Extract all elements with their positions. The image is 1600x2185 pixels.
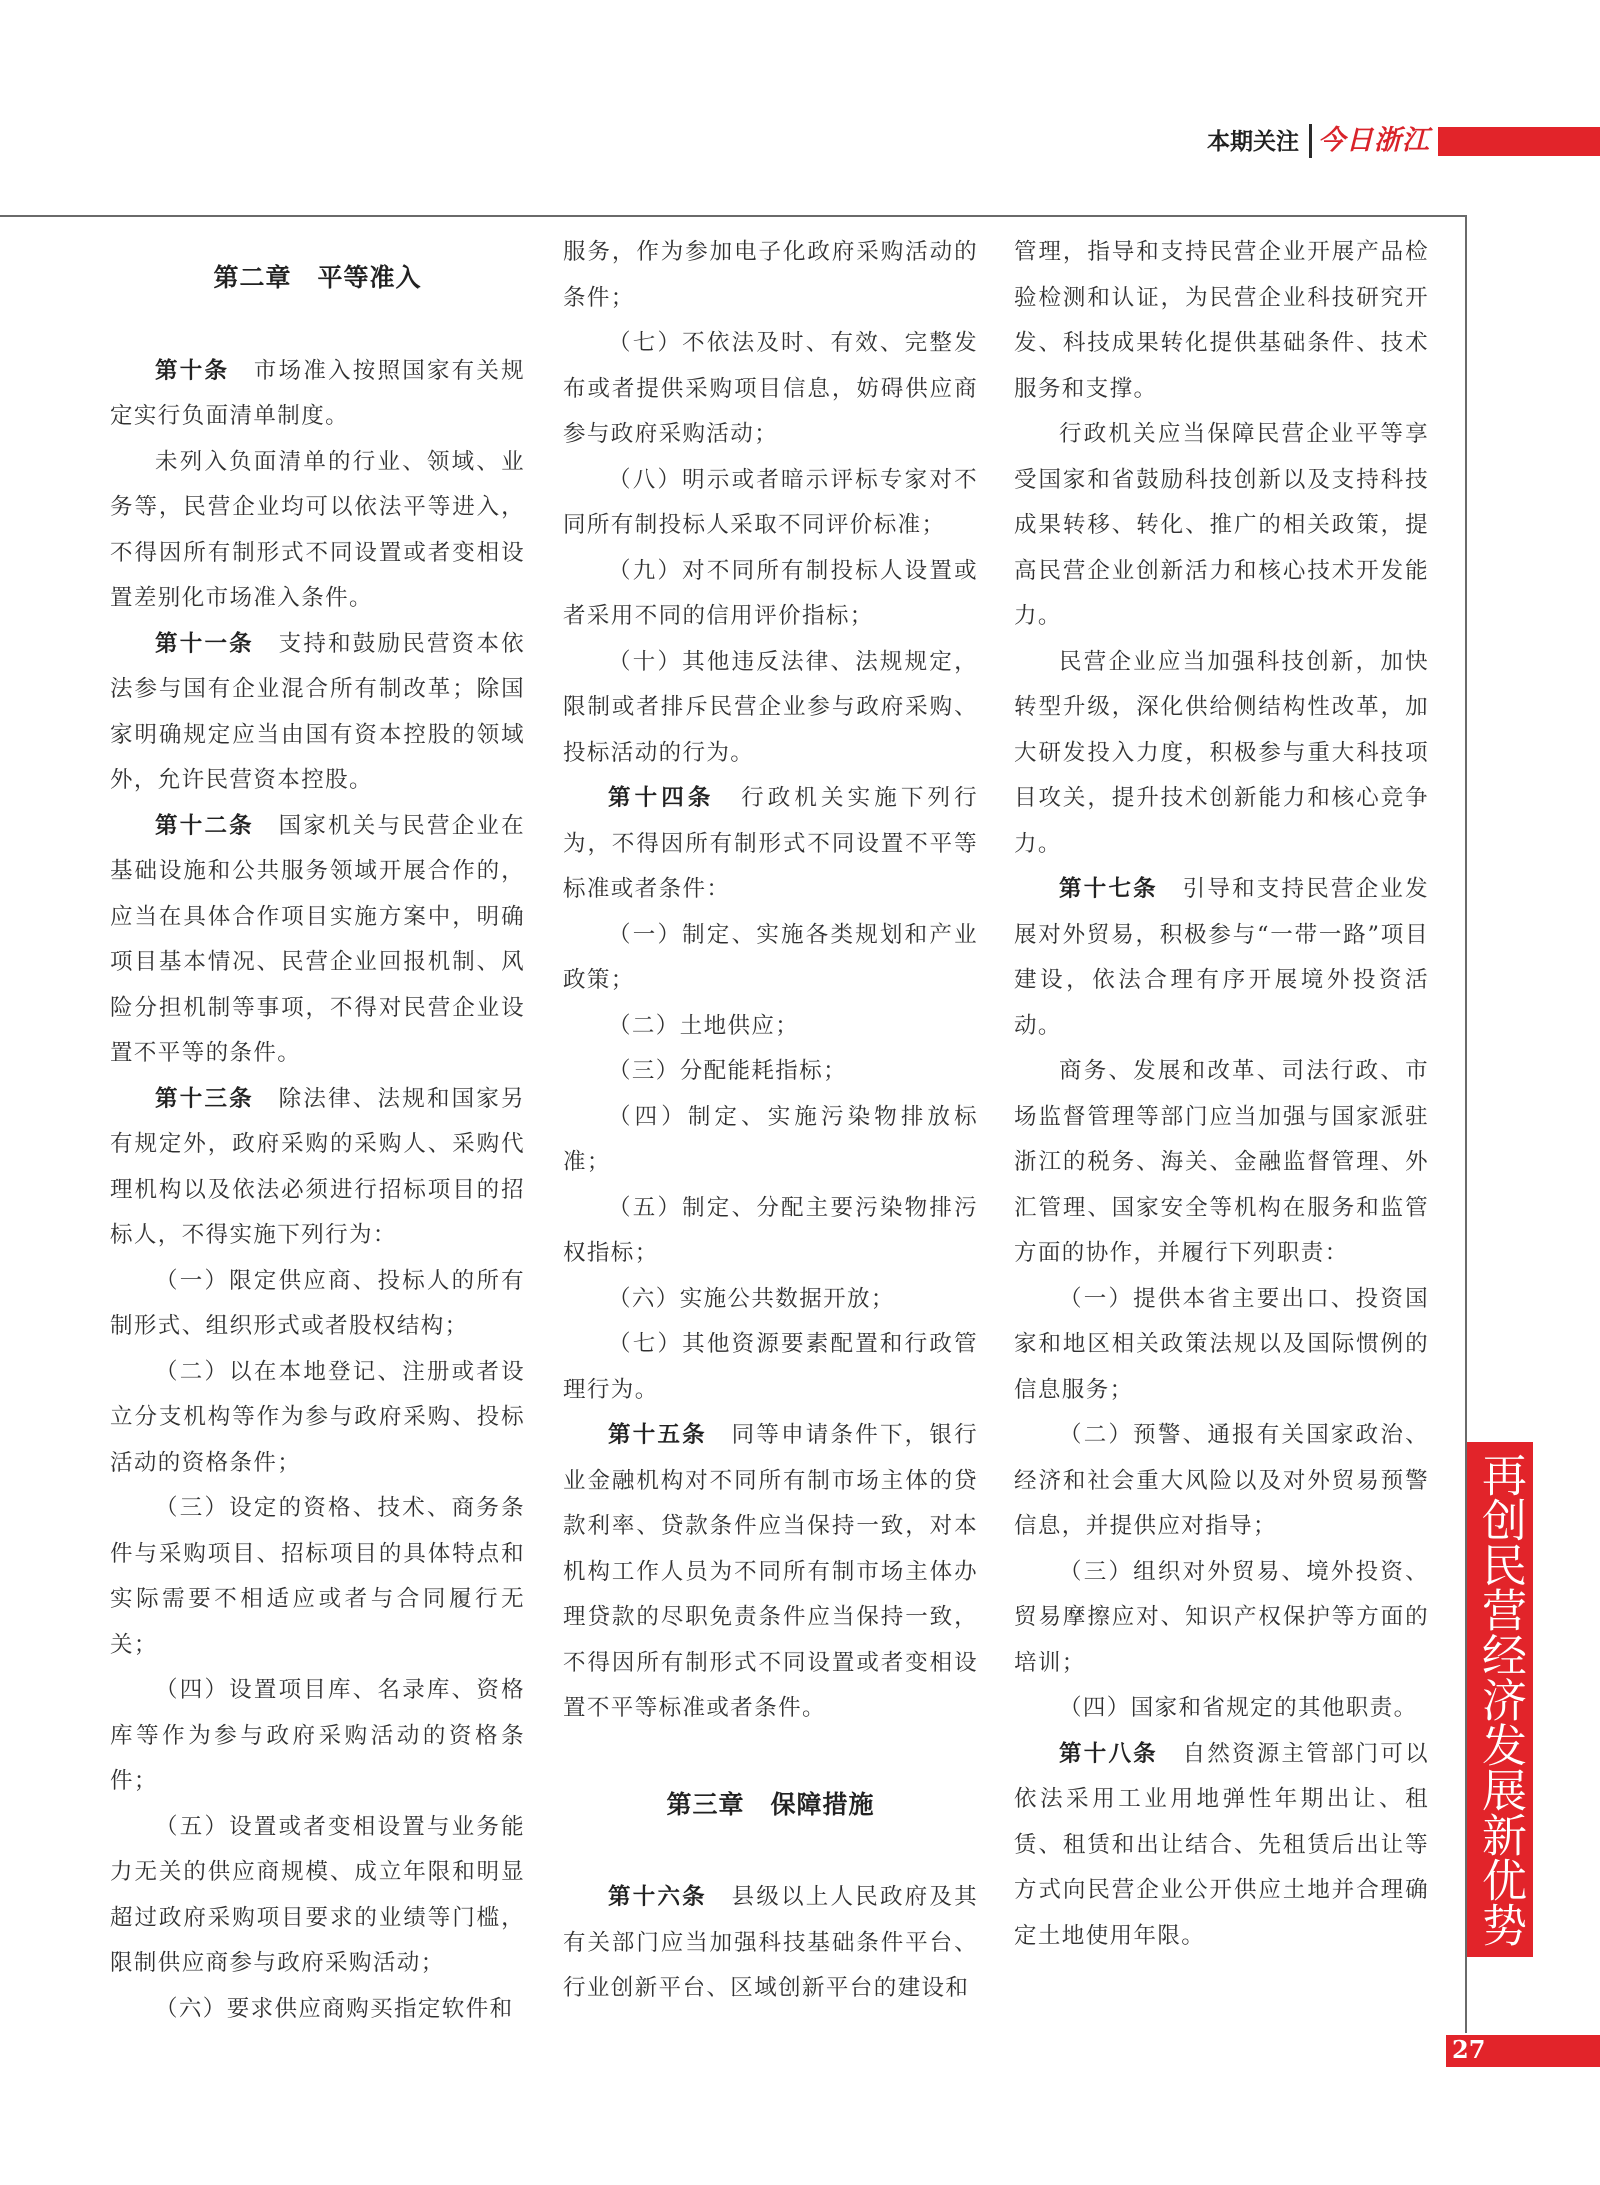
list-item: （五）设置或者变相设置与业务能力无关的供应商规模、成立年限和明显超过政府采购项目要求的业绩等门槛，限制供应商参与政府采购活动； bbox=[110, 1813, 525, 1976]
list-item: （九）对不同所有制投标人设置或者采用不同的信用评价指标； bbox=[563, 557, 978, 629]
continued-paragraph: 服务，作为参加电子化政府采购活动的条件； bbox=[563, 239, 978, 311]
list-item: （七）不依法及时、有效、完整发布或者提供采购项目信息，妨碍供应商参与政府采购活动； bbox=[563, 330, 978, 447]
article-17-heading: 第十七条 bbox=[1059, 876, 1158, 902]
section-label: 本期关注 bbox=[1207, 129, 1299, 155]
article-10-heading: 第十条 bbox=[155, 357, 230, 384]
list-item: （二）预警、通报有关国家政治、经济和社会重大风险以及对外贸易预警信息，并提供应对指导； bbox=[1014, 1422, 1429, 1539]
article-16: 第十六条 县级以上人民政府及其有关部门应当加强科技基础条件平台、行业创新平台、区域创新平台的建设和 bbox=[563, 1884, 978, 2001]
article-14-heading: 第十四条 bbox=[608, 785, 715, 811]
paragraph: 商务、发展和改革、司法行政、市场监督管理等部门应当加强与国家派驻浙江的税务、海关、金融监督管理、外汇管理、国家安全等机构在服务和监管方面的协作，并履行下列职责： bbox=[1014, 1058, 1429, 1266]
article-13-heading: 第十三条 bbox=[155, 1085, 254, 1112]
paragraph: 未列入负面清单的行业、领域、业务等，民营企业均可以依法平等进入，不得因所有制形式不同设置或者变相设置差别化市场准入条件。 bbox=[110, 448, 525, 611]
list-item: （一）限定供应商、投标人的所有制形式、组织形式或者股权结构； bbox=[110, 1267, 525, 1339]
header-accent-bar bbox=[1438, 127, 1600, 156]
text-column-1 bbox=[110, 230, 525, 2032]
text-column-2 bbox=[563, 230, 978, 2012]
article-18-heading: 第十八条 bbox=[1059, 1740, 1158, 1767]
frame-top-rule bbox=[0, 215, 1467, 217]
side-topic-tab: 再创民营经济发展新优势 bbox=[1467, 1442, 1533, 1957]
magazine-logo: 今日浙江 bbox=[1318, 125, 1430, 156]
list-item: （二）土地供应； bbox=[608, 1012, 800, 1039]
chapter-2-title: 第二章 平等准入 bbox=[213, 263, 422, 292]
list-item: （六）实施公共数据开放； bbox=[608, 1285, 895, 1312]
list-item: （三）设定的资格、技术、商务条件与采购项目、招标项目的具体特点和实际需要不相适应或者与合同履行无关； bbox=[110, 1495, 525, 1658]
chapter-3-title: 第三章 保障措施 bbox=[666, 1789, 875, 1819]
paragraph: 民营企业应当加强科技创新，加快转型升级，深化供给侧结构性改革，加大研发投入力度，积极参与重大科技项目攻关，提升技术创新能力和核心竞争力。 bbox=[1014, 648, 1429, 857]
list-item: （三）组织对外贸易、境外投资、贸易摩擦应对、知识产权保护等方面的培训； bbox=[1014, 1558, 1429, 1676]
article-10: 第十条 市场准入按照国家有关规定实行负面清单制度。 bbox=[110, 357, 526, 429]
article-15: 第十五条 同等申请条件下，银行业金融机构对不同所有制市场主体的贷款利率、贷款条件应当保持一致，对本机构工作人员为不同所有制市场主体办理贷款的尽职免责条件应当保持一致，不得因所有制形式不同设置或者变相设置不平等标准或者条件。 bbox=[563, 1422, 978, 1721]
article-12-heading: 第十二条 bbox=[155, 812, 254, 839]
header-divider bbox=[1309, 124, 1312, 158]
text-column-3 bbox=[1014, 230, 1429, 1959]
list-item: （十）其他违反法律、法规规定，限制或者排斥民营企业参与政府采购、投标活动的行为。 bbox=[563, 648, 978, 766]
article-18: 第十八条 自然资源主管部门可以依法采用工业用地弹性年期出让、租赁、租赁和出让结合、先租赁后出让等方式向民营企业公开供应土地并合理确定土地使用年限。 bbox=[1014, 1740, 1429, 1949]
page-number: 27 bbox=[1452, 2035, 1486, 2064]
article-17: 第十七条 引导和支持民营企业发展对外贸易，积极参与“一带一路”项目建设，依法合理有序开展境外投资活动。 bbox=[1014, 876, 1429, 1039]
list-item: （六）要求供应商购买指定软件和 bbox=[155, 1995, 514, 2022]
list-item: （五）制定、分配主要污染物排污权指标； bbox=[563, 1194, 978, 1266]
list-item: （八）明示或者暗示评标专家对不同所有制投标人采取不同评价标准； bbox=[563, 466, 978, 538]
article-11-heading: 第十一条 bbox=[155, 630, 254, 657]
article-16-heading: 第十六条 bbox=[608, 1884, 707, 1910]
article-14: 第十四条 行政机关实施下列行为，不得因所有制形式不同设置不平等标准或者条件： bbox=[563, 785, 978, 902]
article-11: 第十一条 支持和鼓励民营资本依法参与国有企业混合所有制改革；除国家明确规定应当由国有资本控股的领域外，允许民营资本控股。 bbox=[110, 630, 525, 793]
list-item: （四）国家和省规定的其他职责。 bbox=[1059, 1695, 1418, 1721]
list-item: （二）以在本地登记、注册或者设立分支机构等作为参与政府采购、投标活动的资格条件； bbox=[110, 1358, 525, 1476]
list-item: （四）设置项目库、名录库、资格库等作为参与政府采购活动的资格条件； bbox=[110, 1677, 525, 1794]
list-item: （七）其他资源要素配置和行政管理行为。 bbox=[563, 1331, 978, 1403]
paragraph: 行政机关应当保障民营企业平等享受国家和省鼓励科技创新以及支持科技成果转移、转化、推广的相关政策，提高民营企业创新活力和核心技术开发能力。 bbox=[1014, 421, 1429, 629]
list-item: （一）提供本省主要出口、投资国家和地区相关政策法规以及国际惯例的信息服务； bbox=[1014, 1285, 1429, 1403]
list-item: （四）制定、实施污染物排放标准； bbox=[563, 1103, 978, 1175]
article-13: 第十三条 除法律、法规和国家另有规定外，政府采购的采购人、采购代理机构以及依法必须进行招标项目的招标人，不得实施下列行为： bbox=[110, 1085, 525, 1248]
article-12: 第十二条 国家机关与民营企业在基础设施和公共服务领域开展合作的，应当在具体合作项目实施方案中，明确项目基本情况、民营企业回报机制、风险分担机制等事项，不得对民营企业设置不平等的条件。 bbox=[110, 812, 525, 1066]
list-item: （三）分配能耗指标； bbox=[608, 1058, 848, 1084]
continued-paragraph: 管理，指导和支持民营企业开展产品检验检测和认证，为民营企业科技研究开发、科技成果转化提供基础条件、技术服务和支撑。 bbox=[1014, 239, 1429, 402]
article-15-heading: 第十五条 bbox=[608, 1422, 707, 1448]
list-item: （一）制定、实施各类规划和产业政策； bbox=[563, 921, 978, 993]
